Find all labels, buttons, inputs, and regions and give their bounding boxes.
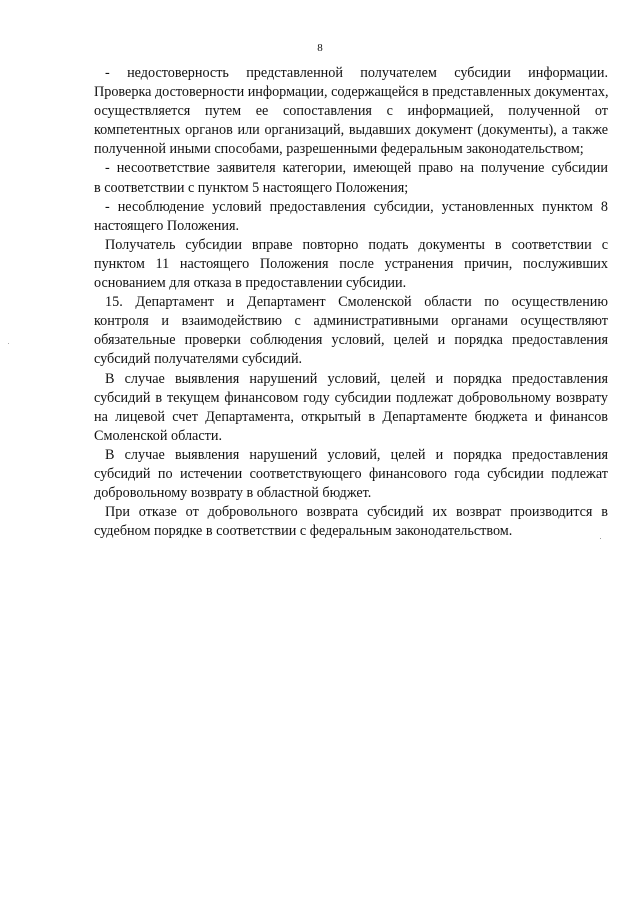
paragraph [94, 503, 608, 541]
text-line: Получатель субсидии вправе повторно подать документы в соответствии с [105, 236, 608, 253]
paragraph [94, 159, 608, 197]
text-line: Смоленской области. [94, 427, 222, 444]
text-line: компетентных органов или организаций, выдавших документ (документы), а также [94, 122, 608, 139]
text-line: При отказе от добровольного возврата субсидий их возврат производится в [105, 504, 608, 521]
text-line: обязательные проверки соблюдения условий, целей и порядка предоставления [94, 332, 608, 349]
paragraph [94, 236, 608, 293]
text-line: полученной иными способами, разрешенными федеральным законодательством; [94, 141, 584, 158]
text-line: осуществляется путем ее сопоставления с информацией, полученной от [94, 103, 608, 120]
page-number: 8 [317, 42, 323, 54]
paragraph [94, 64, 608, 159]
scan-speck [600, 538, 601, 539]
paragraph [94, 446, 608, 503]
text-line: - несоответствие заявителя категории, имеющей право на получение субсидии [105, 160, 608, 177]
text-line: Проверка достоверности информации, содержащейся в представленных документах, [94, 84, 609, 101]
text-line: основанием для отказа в предоставлении субсидии. [94, 275, 407, 292]
paragraph [94, 293, 608, 369]
text-line: - несоблюдение условий предоставления субсидии, установленных пунктом 8 [105, 198, 608, 215]
text-line: 15. Департамент и Департамент Смоленской области по осуществлению [105, 294, 608, 311]
text-line: контроля и взаимодействию с административными органами осуществляют [94, 313, 608, 330]
paragraph [94, 198, 608, 236]
text-line: пунктом 11 настоящего Положения после устранения причин, послуживших [94, 255, 608, 272]
text-line: В случае выявления нарушений условий, целей и порядка предоставления [105, 446, 608, 463]
text-line: в соответствии с пунктом 5 настоящего Положения; [94, 179, 409, 196]
text-line: настоящего Положения. [94, 217, 240, 234]
paragraph [94, 370, 608, 446]
text-line: В случае выявления нарушений условий, целей и порядка предоставления [105, 370, 608, 387]
text-line: - недостоверность представленной получателем субсидии информации. [105, 65, 608, 81]
text-line: на лицевой счет Департамента, открытый в Департаменте бюджета и финансов [94, 408, 608, 425]
text-line: субсидий в текущем финансовом году субсидии подлежат добровольному возврату [94, 389, 608, 406]
document-body [94, 64, 608, 541]
text-line: субсидий по истечении соответствующего финансового года субсидии подлежат [94, 465, 608, 482]
text-line: судебном порядке в соответствии с федеральным законодательством. [94, 523, 513, 540]
scan-speck [8, 343, 9, 344]
text-line: субсидий получателями субсидий. [94, 351, 303, 368]
text-line: добровольному возврату в областной бюджет. [94, 485, 372, 502]
